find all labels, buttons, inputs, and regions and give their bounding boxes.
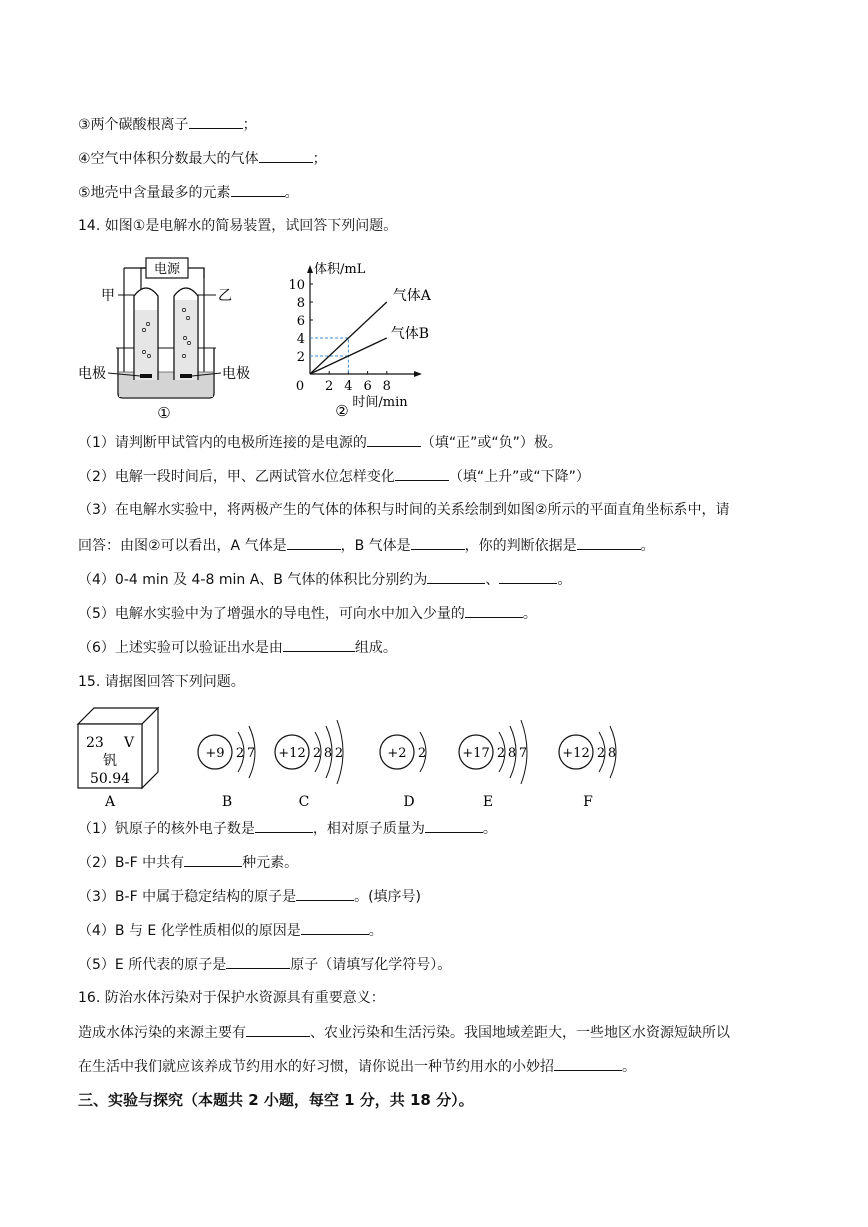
x-tick-label: 0 <box>295 379 305 394</box>
shell-electron-count: 8 <box>607 746 617 761</box>
y-tick-label: 6 <box>296 314 305 329</box>
answer-blank[interactable] <box>231 182 285 197</box>
q15-s4-b: 。 <box>368 923 383 939</box>
shell-electron-count: 2 <box>496 746 506 761</box>
q16-l2-b: 。 <box>622 1059 636 1075</box>
atom-letter: E <box>482 794 494 810</box>
answer-blank[interactable] <box>283 637 355 652</box>
answer-blank[interactable] <box>411 535 465 550</box>
answer-blank[interactable] <box>189 114 243 129</box>
answer-blank[interactable] <box>246 1022 310 1037</box>
shell-electron-count: 8 <box>323 746 333 761</box>
nucleus-charge: +2 <box>387 746 407 761</box>
q15-s4-a: （4）B 与 E 化学性质相似的原因是 <box>78 923 301 939</box>
q14-s1 <box>78 432 562 453</box>
tube-label-yi: 乙 <box>218 288 232 304</box>
answer-blank[interactable] <box>395 466 449 481</box>
q15-s3-b: 。(填序号) <box>354 889 422 905</box>
series-label-b: 气体B <box>390 326 430 342</box>
q14-s3b <box>78 535 655 556</box>
q14-s2 <box>78 466 590 487</box>
q13-item5 <box>78 182 299 203</box>
shell-electron-count: 2 <box>235 746 245 761</box>
answer-blank[interactable] <box>465 603 523 618</box>
q15-s5 <box>78 954 451 975</box>
q15-s2-a: （2）B-F 中共有 <box>78 855 185 871</box>
nucleus-charge: +17 <box>462 746 490 761</box>
q14-s4-a: （4）0-4 min 及 4-8 min A、B 气体的体积比分别约为 <box>78 572 428 588</box>
answer-blank[interactable] <box>259 148 313 163</box>
q14-title: 14. 如图①是电解水的简易装置，试回答下列问题。 <box>78 218 398 234</box>
q15-title: 15. 请据图回答下列问题。 <box>78 674 245 690</box>
right-electrode <box>180 374 192 378</box>
shell-electron-count: 8 <box>507 746 517 761</box>
q14-s4 <box>78 569 571 590</box>
q14-s3b-b: ，B 气体是 <box>340 538 411 554</box>
shell-electron-count: 2 <box>312 746 322 761</box>
answer-blank[interactable] <box>554 1056 622 1071</box>
answer-blank[interactable] <box>367 432 421 447</box>
q13-item4 <box>78 148 327 169</box>
q14-s1-b: （填“正”或“负”）极。 <box>420 435 562 451</box>
q15-s2-b: 种元素。 <box>242 855 299 871</box>
atom-letter: C <box>298 794 310 810</box>
q14-s4-c: 。 <box>557 572 572 588</box>
q14-s4-b: 、 <box>485 572 500 588</box>
atom-letter: F <box>583 794 593 810</box>
figure-2-caption: ② <box>335 402 349 420</box>
answer-blank[interactable] <box>427 569 485 584</box>
q15-s1-c: 。 <box>482 821 497 837</box>
q16-title: 16. 防治水体污染对于保护水资源具有重要意义： <box>78 990 385 1006</box>
q13-item5-text: ⑤地壳中含量最多的元素 <box>78 185 231 201</box>
volume-time-chart <box>280 244 450 424</box>
answer-blank[interactable] <box>499 569 557 584</box>
answer-blank[interactable] <box>296 886 354 901</box>
answer-blank[interactable] <box>255 818 313 833</box>
answer-blank[interactable] <box>301 920 369 935</box>
answer-blank[interactable] <box>577 535 641 550</box>
q16-l1-b: 、农业污染和生活污染。我国地域差距大，一些地区水资源短缺所以 <box>310 1025 730 1041</box>
atom-diagram-D <box>380 732 426 810</box>
atom-letter: D <box>403 794 415 810</box>
shell-electron-count: 7 <box>518 746 528 761</box>
section-3-heading: 三、实验与探究（本题共 2 小题，每空 1 分，共 18 分）。 <box>78 1091 474 1109</box>
shell-electron-count: 2 <box>417 746 427 761</box>
q16-l2-a: 在生活中我们就应该养成节约用水的好习惯，请你说出一种节约用水的小妙招 <box>78 1059 554 1075</box>
element-symbol: V <box>124 735 135 751</box>
q13-item4-end: ； <box>312 151 327 167</box>
left-electrode <box>140 374 152 378</box>
answer-blank[interactable] <box>226 954 290 969</box>
y-tick-label: 10 <box>288 278 305 293</box>
q14-s6-a: （6）上述实验可以验证出水是由 <box>78 640 283 656</box>
q14-s6 <box>78 637 397 658</box>
x-tick-label: 4 <box>344 379 353 394</box>
q14-s3b-d: 。 <box>640 538 655 554</box>
shell-electron-count: 7 <box>246 746 256 761</box>
q16-l1 <box>78 1022 730 1043</box>
q15-s3 <box>78 886 421 907</box>
q15-s5-a: （5）E 所代表的原子是 <box>78 957 227 973</box>
relative-atomic-mass: 50.94 <box>89 771 131 787</box>
atomic-number: 23 <box>86 735 104 751</box>
q13-item3-end: ； <box>242 117 257 133</box>
q14-s5 <box>78 603 537 624</box>
q15-s5-b: 原子（请填写化学符号）。 <box>290 957 452 973</box>
y-tick-label: 4 <box>296 332 305 347</box>
q15-s4 <box>78 920 383 941</box>
q14-s1-a: （1）请判断甲试管内的电极所连接的是电源的 <box>78 435 367 451</box>
atom-letter: B <box>221 794 233 810</box>
q14-s3b-a: 回答：由图②可以看出，A 气体是 <box>78 538 287 554</box>
electrolysis-apparatus-figure <box>76 248 266 423</box>
q14-s5-b: 。 <box>522 606 537 622</box>
atom-diagram-B <box>198 726 255 810</box>
atom-structure-diagrams <box>180 700 640 812</box>
q16-l1-a: 造成水体污染的来源主要有 <box>78 1025 246 1041</box>
card-letter: A <box>104 794 116 810</box>
x-tick-label: 8 <box>382 379 391 394</box>
q13-item3 <box>78 114 257 135</box>
answer-blank[interactable] <box>287 535 341 550</box>
electrode-label-left: 电极 <box>78 366 106 382</box>
q14-s3a: （3）在电解水实验中，将两极产生的气体的体积与时间的关系绘制到如图②所示的平面直角坐标系中，请 <box>78 502 730 518</box>
q16-l2 <box>78 1056 636 1077</box>
atom-diagram-C <box>275 720 343 810</box>
tube-label-jia: 甲 <box>101 288 115 304</box>
electrode-label-right: 电极 <box>222 366 250 382</box>
x-axis-label: 时间/min <box>352 395 408 410</box>
q13-item3-text: ③两个碳酸根离子 <box>78 117 189 133</box>
element-card-vanadium <box>74 704 164 812</box>
q14-s2-b: （填“上升”或“下降”） <box>448 469 590 485</box>
series-label-a: 气体A <box>392 288 431 304</box>
shell-electron-count: 2 <box>334 746 344 761</box>
figure-1-caption: ① <box>157 404 171 422</box>
shell-electron-count: 2 <box>596 746 606 761</box>
q13-item5-end: 。 <box>284 185 299 201</box>
q15-s1-a: （1）钒原子的核外电子数是 <box>78 821 255 837</box>
x-tick-label: 2 <box>325 379 334 394</box>
q15-s1-b: ，相对原子质量为 <box>312 821 425 837</box>
q15-s3-a: （3）B-F 中属于稳定结构的原子是 <box>78 889 297 905</box>
y-axis-arrow <box>307 265 313 273</box>
q15-s2 <box>78 852 298 873</box>
y-tick-label: 2 <box>296 350 305 365</box>
nucleus-charge: +12 <box>562 746 590 761</box>
q14-s2-a: （2）电解一段时间后，甲、乙两试管水位怎样变化 <box>78 469 395 485</box>
q14-s3b-c: ，你的判断依据是 <box>464 538 577 554</box>
element-name: 钒 <box>103 753 117 769</box>
atom-diagram-E <box>459 720 527 810</box>
x-tick-label: 6 <box>363 379 372 394</box>
y-axis-label: 体积/mL <box>314 262 366 277</box>
answer-blank[interactable] <box>425 818 483 833</box>
answer-blank[interactable] <box>184 852 242 867</box>
y-tick-label: 8 <box>296 296 305 311</box>
q14-s6-b: 组成。 <box>354 640 397 656</box>
q14-s5-a: （5）电解水实验中为了增强水的导电性，可向水中加入少量的 <box>78 606 465 622</box>
x-axis-arrow <box>414 371 422 377</box>
atom-diagram-F <box>559 726 616 810</box>
q15-s1 <box>78 818 497 839</box>
nucleus-charge: +9 <box>205 746 225 761</box>
q13-item4-text: ④空气中体积分数最大的气体 <box>78 151 259 167</box>
nucleus-charge: +12 <box>278 746 306 761</box>
power-source-label: 电源 <box>153 262 181 277</box>
